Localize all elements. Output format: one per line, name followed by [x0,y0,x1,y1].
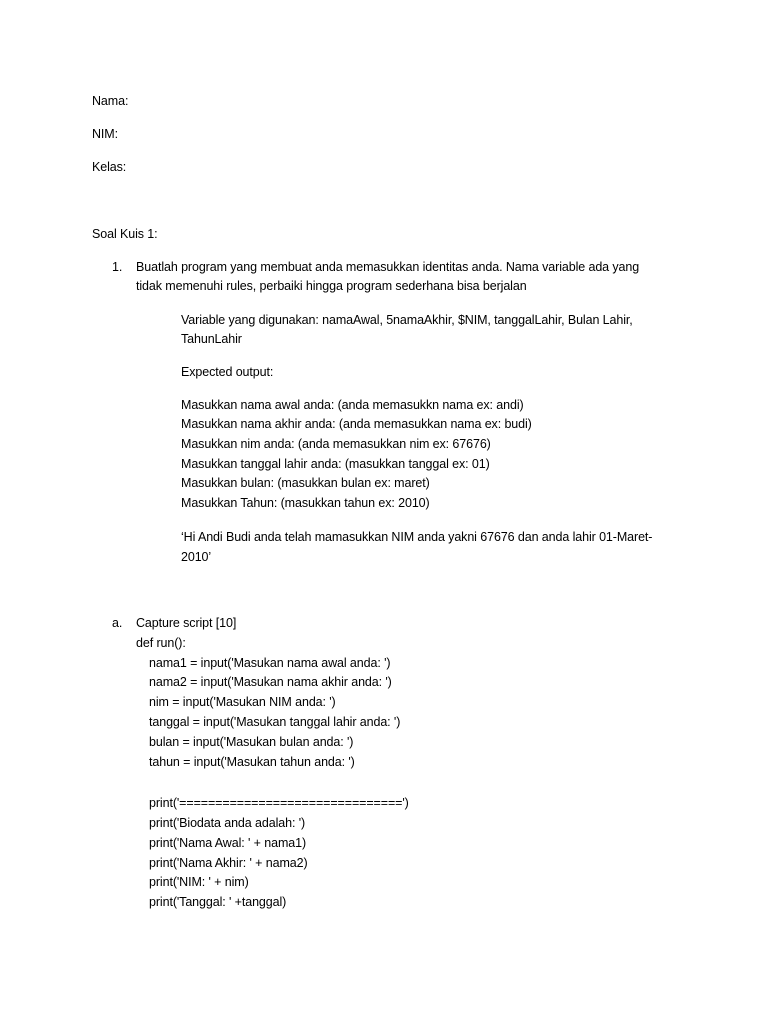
code-line: nama2 = input('Masukan nama akhir anda: ') [149,675,392,689]
nama-label: Nama: [92,94,129,108]
code-line: def run(): [136,636,186,650]
expected-line: Masukkan Tahun: (masukkan tahun ex: 2010) [181,496,430,510]
expected-line: Masukkan nama awal anda: (anda memasukkn nama ex: andi) [181,398,524,412]
expected-line: Masukkan nim anda: (anda memasukkan nim ex: 67676) [181,437,491,451]
variables-line1: Variable yang digunakan: namaAwal, 5namaAkhir, $NIM, tanggalLahir, Bulan Lahir, [181,313,633,327]
question-text-line1: Buatlah program yang membuat anda memasukkan identitas anda. Nama variable ada yang [136,260,640,274]
quote-line1: ‘Hi Andi Budi anda telah mamasukkan NIM anda yakni 67676 dan anda lahir 01-Maret- [181,530,653,544]
nim-label: NIM: [92,127,118,141]
section-letter: a. [112,616,123,630]
soal-title: Soal Kuis 1: [92,227,158,241]
code-line: print('===============================') [149,796,409,810]
expected-output-label: Expected output: [181,365,274,379]
expected-line: Masukkan bulan: (masukkan bulan ex: maret) [181,476,430,490]
quote-line2: 2010’ [181,550,212,564]
code-line: bulan = input('Masukan bulan anda: ') [149,735,354,749]
code-line: tahun = input('Masukan tahun anda: ') [149,755,355,769]
code-line: print('NIM: ' + nim) [149,875,249,889]
code-line: tanggal = input('Masukan tanggal lahir anda: ') [149,715,401,729]
code-line: nim = input('Masukan NIM anda: ') [149,695,336,709]
expected-line: Masukkan tanggal lahir anda: (masukkan tanggal ex: 01) [181,457,490,471]
section-title: Capture script [10] [136,616,237,630]
expected-line: Masukkan nama akhir anda: (anda memasukkan nama ex: budi) [181,417,532,431]
variables-line2: TahunLahir [181,332,242,346]
item-number: 1. [112,260,123,274]
code-line: print('Tanggal: ' +tanggal) [149,895,287,909]
kelas-label: Kelas: [92,160,127,174]
code-line: print('Nama Akhir: ' + nama2) [149,856,308,870]
question-text-line2: tidak memenuhi rules, perbaiki hingga program sederhana bisa berjalan [136,279,527,293]
code-line: nama1 = input('Masukan nama awal anda: ') [149,656,391,670]
code-line: print('Nama Awal: ' + nama1) [149,836,307,850]
code-line: print('Biodata anda adalah: ') [149,816,306,830]
